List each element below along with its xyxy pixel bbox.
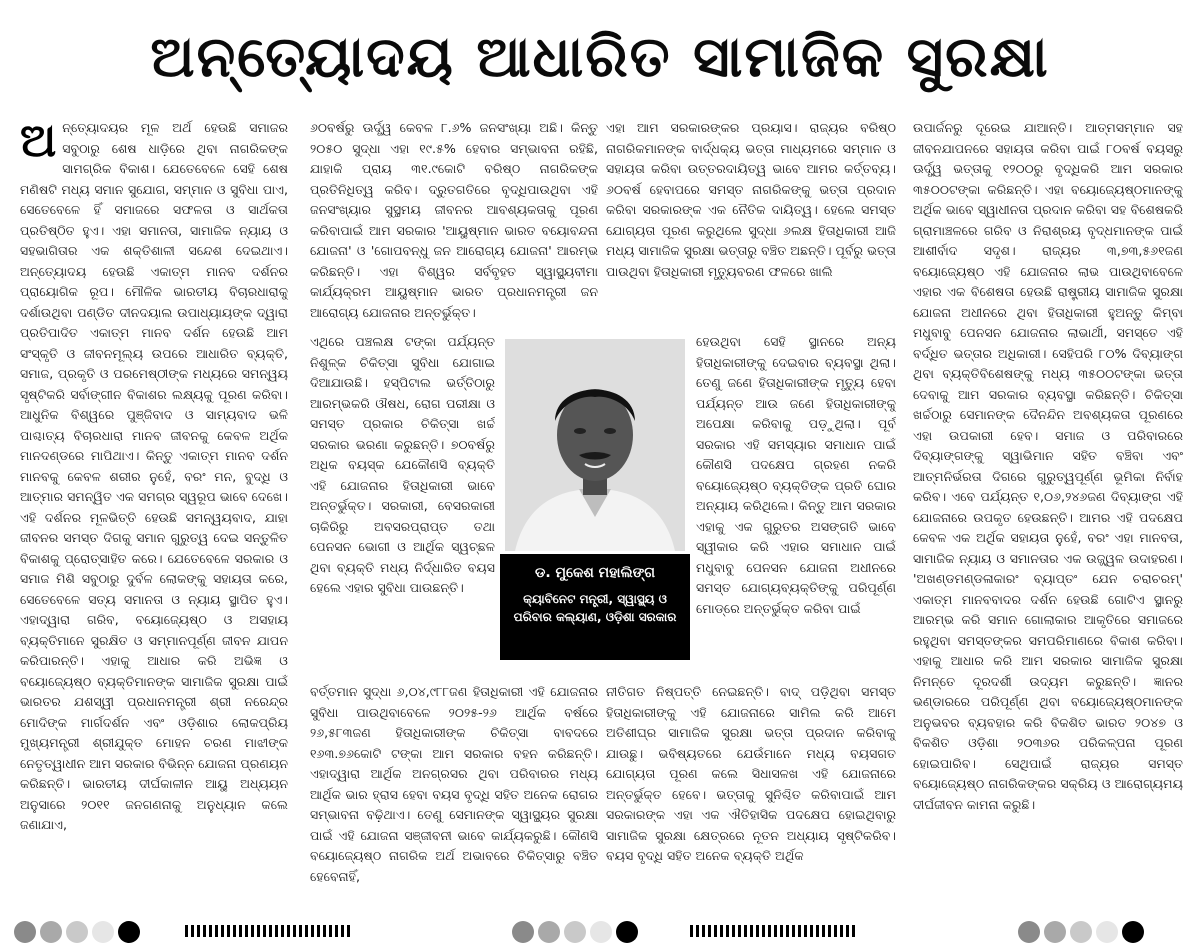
drop-cap: ଅ — [20, 118, 57, 167]
registration-dot — [1070, 921, 1092, 943]
column-2-top-text: ୬୦ବର୍ଷରୁ ଊର୍ଦ୍ଧ୍ୱ କେବଳ ୮.୬% ଜନସଂଖ୍ୟା ଅଛି। କିନ୍ତୁ ୨୦୫୦ ସୁଦ୍ଧା ଏହା ୧୯.୫% ହେବାର ସମ୍ଭାବନା ରହିଛି, ଯାହାକି ପ୍ରାୟ ୩୧.୯କୋଟି ବରିଷ୍ଠ ନାଗରିକଙ୍କ ପ୍ରତିନିଧିତ୍ୱ କରିବ। ଦ୍ରୁତଗତିରେ ବୃଦ୍ଧିପାଉଥିବା ଏହି ଜନସଂଖ୍ୟାର ସୁସ୍ଥମୟ ଜୀବନର ଆବଶ୍ୟକତାକୁ ପୂରଣ କରିବାପାଇଁ ଆମ ସରକାର 'ଆୟୁଷ୍ମାନ ଭାରତ ବୟୋବନ୍ଦନା ଯୋଜନା' ଓ 'ଗୋପବନ୍ଧୁ ଜନ ଆରୋଗ୍ୟ ଯୋଜନା' ଆରମ୍ଭ କରିଛନ୍ତି। ଏହା ବିଶ୍ୱର ସର୍ବବୃହତ ସ୍ୱାସ୍ଥ୍ୟବୀମା କାର୍ଯ୍ୟକ୍ରମ ଆୟୁଷ୍ମାନ ଭାରତ ପ୍ରଧାନମନ୍ତ୍ରୀ ଜନ ଆରୋଗ୍ୟ ଯୋଜନାର ଅନ୍ତର୍ଭୁକ୍ତ। — [310, 120, 598, 320]
hatch-bar-right — [690, 925, 855, 937]
author-caption — [500, 554, 690, 660]
registration-dot — [512, 921, 534, 943]
portrait-illustration — [505, 339, 685, 551]
author-portrait — [505, 339, 685, 551]
registration-dot — [66, 921, 88, 943]
registration-dot — [538, 921, 560, 943]
registration-dot — [1122, 921, 1144, 943]
hatch-bar-left — [185, 925, 350, 937]
column-3-middle — [696, 332, 896, 682]
article-column-4 — [913, 118, 1183, 910]
column-3-middle-text: ହେଉଥିବା ସେହି ସ୍ଥାନରେ ଅନ୍ୟ ହିତାଧିକାରୀଙ୍କୁ ଦେଇବାର ବ୍ୟବସ୍ଥା ଥିଲା। ତେଣୁ ଜଣେ ହିତାଧିକାରୀଙ୍କ ମୃତ୍ୟୁ ହେବା ପର୍ଯ୍ୟନ୍ତ ଆଉ ଜଣେ ହିତାଧିକାରୀଙ୍କୁ ଅପେକ୍ଷା କରିବାକୁ ପଡ଼ୁଥିଲା। ପୂର୍ବ ସରକାର ଏହି ସମସ୍ୟାର ସମାଧାନ ପାଇଁ କୌଣସି ପଦକ୍ଷେପ ଗ୍ରହଣ ନକରି ବୟୋଜ୍ୟେଷ୍ଠ ବ୍ୟକ୍ତିଙ୍କ ପ୍ରତି ଘୋର ଅନ୍ୟାୟ କରିଥିଲେ। କିନ୍ତୁ ଆମ ସରକାର ଏହାକୁ ଏକ ଗୁରୁତର ଅସଙ୍ଗତି ଭାବେ ସ୍ୱୀକାର କରି ଏହାର ସମାଧାନ ପାଇଁ ମଧୁବାବୁ ପେନସନ ଯୋଜନା ଅଧୀନରେ ସମସ୍ତ ଯୋଗ୍ୟବ୍ୟକ୍ତିଙ୍କୁ ପରିପୂର୍ଣ୍ଣ ମୋଡ୍‌ରେ ଅନ୍ତର୍ଭୁକ୍ତ କରିବା ପାଇଁ — [696, 334, 896, 616]
registration-dot — [616, 921, 638, 943]
column-3-bottom — [606, 682, 896, 910]
column-2-middle-text: ଏଥିରେ ପଞ୍ଚଲକ୍ଷ ଟଙ୍କା ପର୍ଯ୍ୟନ୍ତ ନିଶୁଳ୍କ ଚିକିତ୍ସା ସୁବିଧା ଯୋଗାଇ ଦିଆଯାଉଛି। ହସ୍ପିଟାଲ ଭର୍ତ୍ତିଠାରୁ ଆରମ୍ଭକରି ଔଷଧ, ରୋଗ ପରୀକ୍ଷା ଓ ସମସ୍ତ ପ୍ରକାର ଚିକିତ୍ସା ଖର୍ଚ୍ଚ ସରକାର ଭରଣା କରୁଛନ୍ତି। ୭୦ବର୍ଷରୁ ଅଧିକ ବୟସ୍କ ଯେକୌଣସି ବ୍ୟକ୍ତି ଏହି ଯୋଜନାର ହିତାଧିକାରୀ ଭାବେ ଅନ୍ତର୍ଭୁକ୍ତ। ସରକାରୀ, ବେସରକାରୀ ଚାକିରିରୁ ଅବସରପ୍ରାପ୍ତ ତଥା ପେନସନ ଭୋଗୀ ଓ ଆର୍ଥିକ ସ୍ୱଚ୍ଛଳ ଥିବା ବ୍ୟକ୍ତି ମଧ୍ୟ ନିର୍ଦ୍ଧାରିତ ବୟସ ହେଲେ ଏହାର ସୁବିଧା ପାଉଛନ୍ତି। — [310, 334, 495, 595]
author-photo-box — [500, 334, 690, 660]
column-2-top — [310, 118, 598, 332]
color-registration-marks-center — [512, 921, 638, 943]
registration-dot — [590, 921, 612, 943]
registration-dot — [40, 921, 62, 943]
column-1-body: ନ୍ତ୍ୟୋଦୟର ମୂଳ ଅର୍ଥ ହେଉଛି ସମାଜର ସବୁଠାରୁ ଶେଷ ଧାଡ଼ିରେ ଥିବା ନାଗରିକଙ୍କ ସାମଗ୍ରିକ ବିକାଶ। ଯେତେବେଳେ ସେହି ଶେଷ ମଣିଷଟି ମଧ୍ୟ ସମାନ ସୁଯୋଗ, ସମ୍ମାନ ଓ ସୁବିଧା ପାଏ, ସେତେବେଳେ ହିଁ ସମାଜରେ ସଫଳତା ଓ ସାର୍ଥକତା ପ୍ରତିଷ୍ଠିତ ହୁଏ। ଏହା ସମାନତା, ସାମାଜିକ ନ୍ୟାୟ ଓ ସହଭାଗିତାର ଏକ ଶକ୍ତିଶାଳୀ ସନ୍ଦେଶ ଦେଇଥାଏ। ଅନ୍ତ୍ୟୋଦୟ ହେଉଛି ଏକାତ୍ମ ମାନବ ଦର୍ଶନର ପ୍ରାୟୋଗିକ ରୂପ। ମୌଳିକ ଭାରତୀୟ ବିଚାରଧାରାକୁ ଦର୍ଶାଉଥିବା ପଣ୍ଡିତ ଦୀନଦୟାଲ ଉପାଧ୍ୟାୟଙ୍କ ଦ୍ୱାରା ପ୍ରତିପାଦିତ ଏକାତ୍ମ ମାନବ ଦର୍ଶନ ହେଉଛି ଆମ ସଂସ୍କୃତି ଓ ଜୀବନମୂଲ୍ୟ ଉପରେ ଆଧାରିତ ବ୍ୟକ୍ତି, ସମାଜ, ପ୍ରକୃତି ଓ ପରମେଷ୍ଠୀଙ୍କ ମଧ୍ୟରେ ସମନ୍ୱୟ ସୃଷ୍ଟିକରି ସର୍ବାଙ୍ଗୀନ ବିକାଶର ଲକ୍ଷ୍ୟକୁ ପୂରଣ କରିବା। ଆଧୁନିକ ବିଶ୍ୱରେ ପୁଞ୍ଜିବାଦ ଓ ସାମ୍ୟବାଦ ଭଳି ପାଶ୍ଚାତ୍ୟ ବିଚାରଧାରା ମାନବ ଜୀବନକୁ କେବଳ ଅର୍ଥିକ ମାନଦଣ୍ଡରେ ମାପିଥାଏ। କିନ୍ତୁ ଏକାତ୍ମ ମାନବ ଦର୍ଶନ ମାନବକୁ କେବଳ ଶରୀର ନୁହେଁ, ବରଂ ମନ, ବୁଦ୍ଧି ଓ ଆତ୍ମାର ସମନ୍ୱିତ ଏକ ସମଗ୍ର ସ୍ୱରୂପ ଭାବେ ଦେଖେ। ଏହି ଦର୍ଶନର ମୂଳଭିତ୍ତି ହେଉଛି ସମନ୍ୱୟବାଦ, ଯାହା ଜୀବନର ସମସ୍ତ ଦିଗକୁ ସମାନ ଗୁରୁତ୍ୱ ଦେଇ ସନ୍ତୁଳିତ ବିକାଶକୁ ପ୍ରୋତ୍ସାହିତ କରେ। ଯେତେବେଳେ ସରକାର ଓ ସମାଜ ମିଶି ସବୁଠାରୁ ଦୁର୍ବଳ ଲୋକଙ୍କୁ ସହାୟତା କରେ, ସେତେବେଳେ ସତ୍ୟ ସମାନତା ଓ ନ୍ୟାୟ ସ୍ଥାପିତ ହୁଏ। ଏହାଦ୍ୱାରା ଗରିବ, ବୟୋଜ୍ୟେଷ୍ଠ ଓ ଅସହାୟ ବ୍ୟକ୍ତିମାନେ ସୁରକ୍ଷିତ ଓ ସମ୍ମାନପୂର୍ଣ୍ଣ ଜୀବନ ଯାପନ କରିପାରନ୍ତି। ଏହାକୁ ଆଧାର କରି ଅଭିଜ୍ଞ ଓ ବୟୋଜ୍ୟେଷ୍ଠ ବ୍ୟକ୍ତିମାନଙ୍କ ସାମାଜିକ ସୁରକ୍ଷା ପାଇଁ ଭାରତର ଯଶସ୍ୱୀ ପ୍ରଧାନମନ୍ତ୍ରୀ ଶ୍ରୀ ନରେନ୍ଦ୍ର ମୋଦିଙ୍କ ମାର୍ଗଦର୍ଶନ ଏବଂ ଓଡ଼ିଶାର ଲୋକପ୍ରିୟ ମୁଖ୍ୟମନ୍ତ୍ରୀ ଶ୍ରୀଯୁକ୍ତ ମୋହନ ଚରଣ ମାଝୀଙ୍କ ନେତୃତ୍ୱାଧୀନ ଆମ ସରକାର ବିଭିନ୍ନ ଯୋଜନା ପ୍ରଣୟନ କରିଛନ୍ତି। ଭାରତୀୟ ଦୀର୍ଘକାଳୀନ ଆୟୁ ଅଧ୍ୟୟନ ଅନୁସାରେ ୨୦୧୧ ଜନଗଣନାକୁ ଅନୁଧ୍ୟାନ କଲେ ଜଣାଯାଏ, — [20, 120, 288, 832]
registration-dot — [92, 921, 114, 943]
column-2-bottom — [310, 682, 598, 910]
column-3-top-text: ଏହା ଆମ ସରକାରଙ୍କର ପ୍ରୟାସ। ରାଜ୍ୟର ବରିଷ୍ଠ ନାଗରିକମାନଙ୍କ ବାର୍ଦ୍ଧକ୍ୟ ଭତ୍ତା ମାଧ୍ୟମରେ ସମ୍ମାନ ଓ ସହାୟତା କରିବା ଉତ୍ତରଦାୟିତ୍ୱ ଭାବେ ଆମର କର୍ତ୍ତବ୍ୟ। ୬୦ବର୍ଷ ହେବାପରେ ସମସ୍ତ ନାଗରିକଙ୍କୁ ଭତ୍ତା ପ୍ରଦାନ କରିବା ସରକାରଙ୍କ ଏକ ନୈତିକ ଦାୟିତ୍ୱ। ହେଲେ ସମସ୍ତ ଯୋଗ୍ୟତା ପୂରଣ କରୁଥିଲେ ସୁଦ୍ଧା ୬ଲକ୍ଷ ହିତାଧିକାରୀ ଆଜି ମଧ୍ୟ ସାମାଜିକ ସୁରକ୍ଷା ଭତ୍ତାରୁ ବଞ୍ଚିତ ଅଛନ୍ତି। ପୂର୍ବରୁ ଭତ୍ତା ପାଉଥିବା ହିତାଧିକାରୀ ମୃତ୍ୟୁବରଣ ଫଳରେ ଖାଲି — [606, 120, 896, 279]
headline: ଅନ୍ତ୍ୟୋଦୟ ଆଧାରିତ ସାମାଜିକ ସୁରକ୍ଷା — [150, 25, 1050, 90]
color-registration-marks-right — [1018, 921, 1144, 943]
column-3-top — [606, 118, 896, 332]
column-1-text — [20, 118, 288, 836]
column-4-text: ଉପାର୍ଜନରୁ ଦୂରେଇ ଯାଆନ୍ତି। ଆତ୍ମସମ୍ମାନ ସହ ଜୀବନଯାପନରେ ସହାୟତା କରିବା ପାଇଁ ୮୦ବର୍ଷ ବୟସରୁ ଊର୍ଦ୍ଧ୍ୱ ଭତ୍ତାକୁ ୧୨୦୦ରୁ ବୃଦ୍ଧିକରି ଆମ ସରକାର ୩୫୦୦ଟଙ୍କା କରିଛନ୍ତି। ଏହା ବୟୋଜ୍ୟେଷ୍ଠମାନଙ୍କୁ ଅର୍ଥିକ ଭାବେ ସ୍ୱାଧୀନତା ପ୍ରଦାନ କରିବା ସହ ବିଶେଷକରି ଗ୍ରାମାଞ୍ଚଳରେ ଗରିବ ଓ ନିରାଶ୍ରୟ ବୃଦ୍ଧମାନଙ୍କ ପାଇଁ ଆଶୀର୍ବାଦ ସଦୃଶ। ରାଜ୍ୟର ୩,୭୩,୫୬୧ଜଣ ବୟୋଜ୍ୟେଷ୍ଠ ଏହି ଯୋଜନାର ଲାଭ ପାଉଥିବାବେଳେ ଏହାର ଏକ ବିଶେଷତା ହେଉଛି ରାଷ୍ଟ୍ରୀୟ ସାମାଜିକ ସୁରକ୍ଷା ଯୋଜନା ଅଧୀନରେ ଥିବା ହିତାଧିକାରୀ ହୁଅନ୍ତୁ କିମ୍ବା ମଧୁବାବୁ ପେନସନ ଯୋଜନାର ଲାଭାର୍ଥୀ, ସମସ୍ତେ ଏହି ବର୍ଦ୍ଧିତ ଭତ୍ତାର ଅଧିକାରୀ। ସେହିପରି ୮୦% ଦିବ୍ୟାଙ୍ଗ ଥିବା ବ୍ୟକ୍ତିବିଶେଷଙ୍କୁ ମଧ୍ୟ ୩୫୦୦ଟଙ୍କା ଭତ୍ତା ଦେବାକୁ ଆମ ସରକାର ବ୍ୟବସ୍ଥା କରିଛନ୍ତି। ଚିକିତ୍ସା ଖର୍ଚ୍ଚଠାରୁ ସେମାନଙ୍କ ଦୈନନ୍ଦିନ ଅବଶ୍ୟକତା ପୂରଣରେ ଏହା ଉପକାରୀ ହେବ। ସମାଜ ଓ ପରିବାରରେ ଦିବ୍ୟାଙ୍ଗଙ୍କୁ ସ୍ୱାଭିମାନ ସହିତ ବଞ୍ଚିବା ଏବଂ ଆତ୍ମନିର୍ଭରତା ଦିଗରେ ଗୁରୁତ୍ୱପୂର୍ଣ୍ଣ ଭୂମିକା ନିର୍ବାହ କରିବ। ଏବେ ପର୍ଯ୍ୟନ୍ତ ୧,୦୬,୨୪୬ଜଣ ଦିବ୍ୟାଙ୍ଗ ଏହି ଯୋଜନାରେ ଉପକୃତ ହେଉଛନ୍ତି। ଆମର ଏହି ପଦକ୍ଷେପ କେବଳ ଏକ ଅର୍ଥିକ ସହାୟତା ନୁହେଁ, ବରଂ ଏହା ମାନବତା, ସାମାଜିକ ନ୍ୟାୟ ଓ ସମାନତାର ଏକ ଉଜ୍ଜ୍ୱଳ ଉଦାହରଣ। 'ଅଖଣ୍ଡମଣ୍ଡଳାକାରଂ ବ୍ୟାପ୍ତଂ ଯେନ ଚରାଚରମ୍' ଏକାତ୍ମ ମାନବବାଦର ଦର୍ଶନ ହେଉଛି ଗୋଟିଏ ସ୍ଥାନରୁ ଆରମ୍ଭ କରି ସମାନ ଗୋଲାକାର ଆକୃତିରେ ସମାଜରେ ରହୁଥିବା ସମସ୍ତଙ୍କର ସମପରିମାଣରେ ବିକାଶ କରିବା। ଏହାକୁ ଆଧାର କରି ଆମ ସରକାର ସାମାଜିକ ସୁରକ୍ଷା ନିମନ୍ତେ ଦୂରଦର୍ଶୀ ଉଦ୍ୟମ କରୁଛନ୍ତି। ଜ୍ଞାନର ଭଣ୍ଡାରରେ ପରିପୂର୍ଣ୍ଣ ଥିବା ବୟୋଜ୍ୟେଷ୍ଠମାନଙ୍କ ଅନୁଭବର ବ୍ୟବହାର କରି ବିକଶିତ ଭାରତ ୨୦୪୭ ଓ ବିକଶିତ ଓଡ଼ିଶା ୨୦୩୬ର ପରିକଳ୍ପନା ପୂରଣ ହୋଇପାରିବ। ସେଥିପାଇଁ ରାଜ୍ୟର ସମସ୍ତ ବୟୋଜ୍ୟେଷ୍ଠ ନାଗରିକଙ୍କର ସକ୍ରିୟ ଓ ଆରୋଗ୍ୟମୟ ଦୀର୍ଘଜୀବନ କାମନା କରୁଛି। — [913, 120, 1183, 812]
color-registration-marks-left — [14, 921, 140, 943]
author-designation: କ୍ୟାବିନେଟ ମନ୍ତ୍ରୀ, ସ୍ୱାସ୍ଥ୍ୟ ଓ ପରିବାର କଲ୍ୟାଣ, ଓଡ଼ିଶା ସରକାର — [513, 592, 677, 624]
column-2-bottom-text: ବର୍ତ୍ତମାନ ସୁଦ୍ଧା ୬,୦୪,୯୮୮ଜଣ ହିତାଧିକାରୀ ଏହି ଯୋଜନାର ସୁବିଧା ପାଉଥିବାବେଳେ ୨୦୨୫-୨୬ ଆର୍ଥିକ ବର୍ଷରେ ୨୬,୫୮୩ଜଣ ହିତାଧିକାରୀଙ୍କ ଚିକିତ୍ସା ବାବଦରେ ୧୬୩.୭୬କୋଟି ଟଙ୍କା ଆମ ସରକାର ବହନ କରିଛନ୍ତି। ଏହାଦ୍ୱାରା ଆର୍ଥିକ ଅନଗ୍ରସର ଥିବା ପରିବାରର ମଧ୍ୟ ଆର୍ଥିକ ଭାର ହ୍ରାସ ହେବା ବୟସ ବୃଦ୍ଧି ସହିତ ଅନେକ ରୋଗର ସମ୍ଭାବନା ବଢ଼ିଥାଏ। ତେଣୁ ସେମାନଙ୍କ ସ୍ୱାସ୍ଥ୍ୟର ସୁରକ୍ଷା ପାଇଁ ଏହି ଯୋଜନା ସଞ୍ଜୀବନୀ ଭାବେ କାର୍ଯ୍ୟକରୁଛି। କୌଣସି ବୟୋଜ୍ୟେଷ୍ଠ ନାଗରିକ ଅର୍ଥ ଅଭାବରେ ଚିକିତ୍ସାରୁ ବଞ୍ଚିତ ହେବେନାହିଁ, — [310, 684, 598, 884]
author-name: ଡ. ମୁକେଶ ମହାଲିଙ୍ଗ — [534, 565, 656, 581]
column-3-bottom-text: ନୀତିଗତ ନିଷ୍ପତ୍ତି ନେଇଛନ୍ତି। ବାଦ୍ ପଡ଼ିଥିବା ସମସ୍ତ ହିତାଧିକାରୀଙ୍କୁ ଏହି ଯୋଜନାରେ ସାମିଲ କରି ଆମେ ଅତିଶୀଘ୍ର ସାମାଜିକ ସୁରକ୍ଷା ଭତ୍ତା ପ୍ରଦାନ କରିବାକୁ ଯାଉଛୁ। ଭବିଷ୍ୟତରେ ଯେଉଁମାନେ ମଧ୍ୟ ବୟସଗତ ଯୋଗ୍ୟତା ପୂରଣ କଲେ ସିଧାସଳଖ ଏହି ଯୋଜନାରେ ଅନ୍ତର୍ଭୁକ୍ତ ହେବେ। ଭତ୍ତାକୁ ସୁନିଶ୍ଚିତ କରିବାପାଇଁ ଆମ ସରକାରଙ୍କ ଏହା ଏକ ଐତିହାସିକ ପଦକ୍ଷେପ ହୋଇଥିବାରୁ ସାମାଜିକ ସୁରକ୍ଷା କ୍ଷେତ୍ରରେ ନୂତନ ଅଧ୍ୟାୟ ସୃଷ୍ଟିକରିବ। ବୟସ ବୃଦ୍ଧି ସହିତ ଅନେକ ବ୍ୟକ୍ତି ଅର୍ଥିକ — [606, 684, 896, 863]
column-2-middle — [310, 332, 495, 682]
registration-dot — [564, 921, 586, 943]
article-column-1 — [20, 118, 288, 910]
registration-dot — [1096, 921, 1118, 943]
registration-dot — [1044, 921, 1066, 943]
registration-dot — [118, 921, 140, 943]
registration-dot — [1018, 921, 1040, 943]
registration-dot — [14, 921, 36, 943]
